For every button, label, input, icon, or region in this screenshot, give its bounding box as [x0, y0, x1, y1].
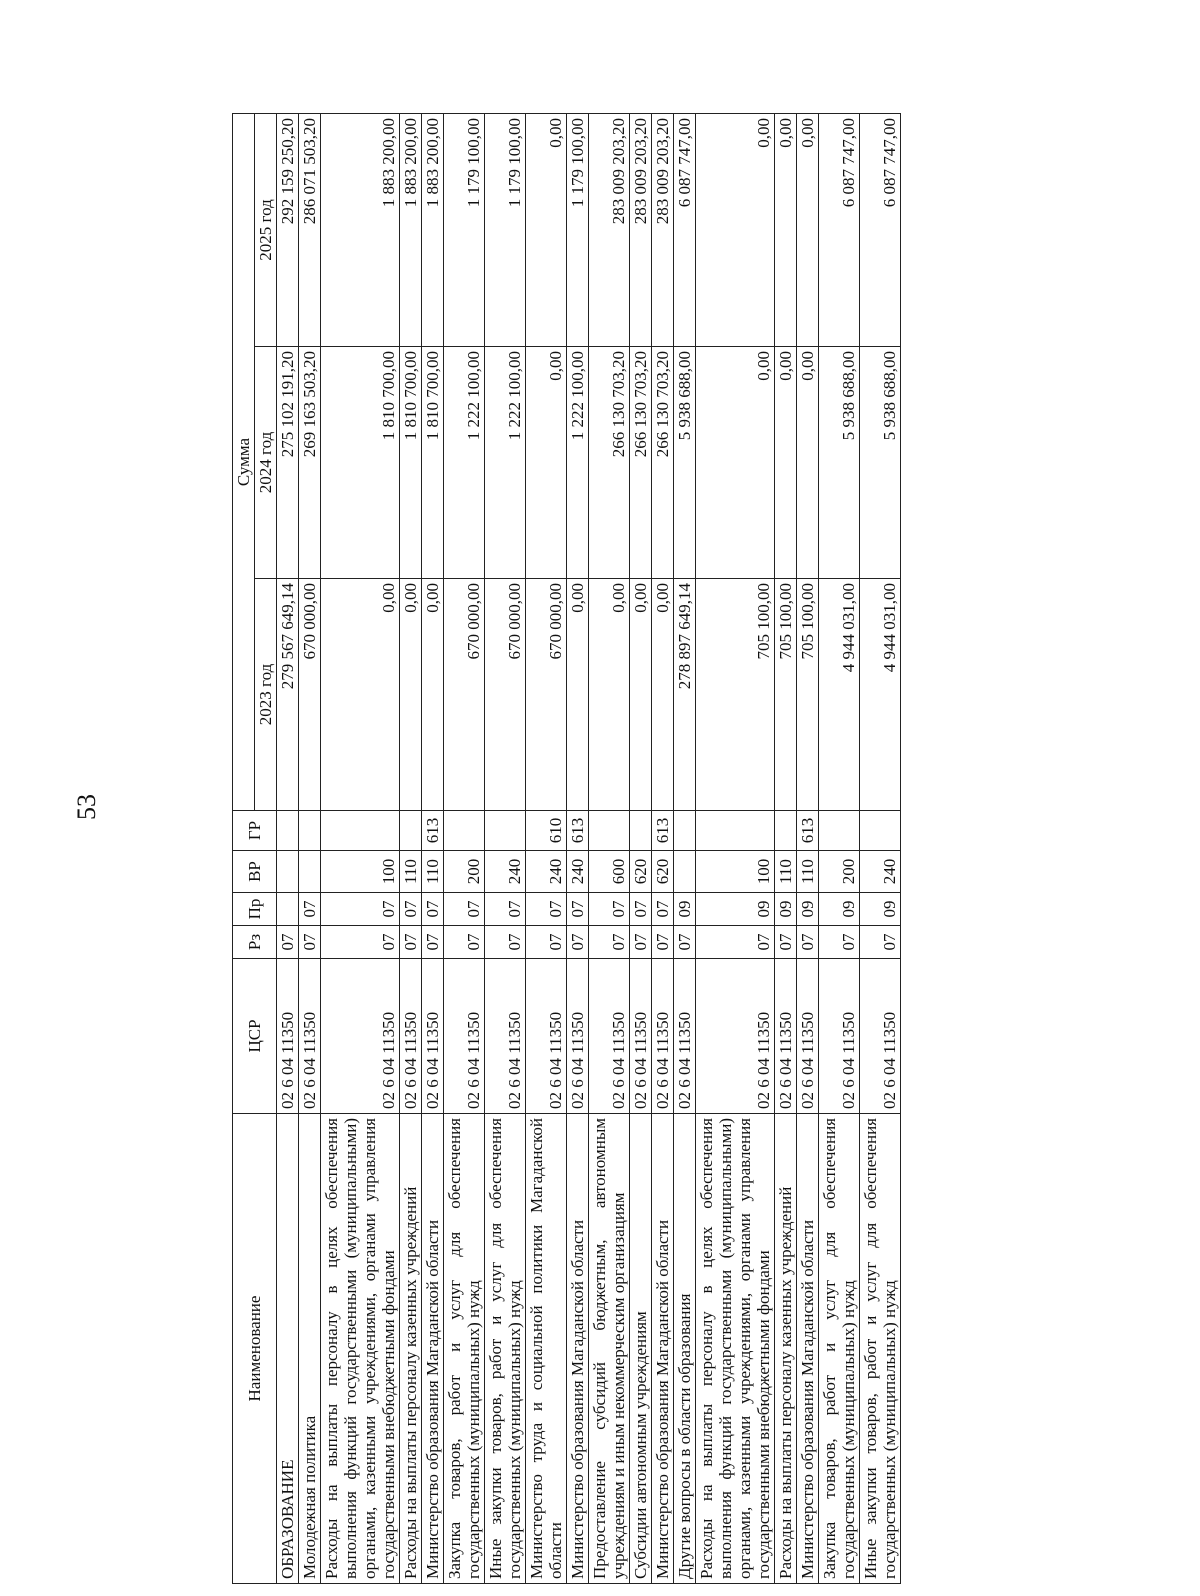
cell-vr: 100: [696, 851, 775, 893]
cell-pr: 07: [422, 893, 444, 926]
cell-2023: 670 000,00: [299, 579, 321, 811]
cell-name: Иные закупки товаров, работ и услуг для обеспечения государственных (муниципальных) нужд: [485, 1114, 526, 1584]
cell-vr: 620: [652, 851, 674, 893]
cell-gr: 610: [526, 811, 567, 851]
cell-gr: 613: [652, 811, 674, 851]
cell-gr: 613: [422, 811, 444, 851]
cell-2024: 1 222 100,00: [485, 347, 526, 579]
cell-2025: 6 087 747,00: [674, 114, 696, 347]
cell-rz: 07: [277, 926, 299, 959]
cell-vr: [674, 851, 696, 893]
cell-pr: 07: [321, 893, 400, 926]
cell-csr: 02 6 04 11350: [321, 959, 400, 1114]
cell-rz: 07: [485, 926, 526, 959]
cell-gr: [444, 811, 485, 851]
cell-rz: 07: [819, 926, 860, 959]
cell-csr: 02 6 04 11350: [299, 959, 321, 1114]
cell-name: Министерство образования Магаданской области: [422, 1114, 444, 1584]
cell-name: Иные закупки товаров, работ и услуг для обеспечения государственных (муниципальных) нужд: [860, 1114, 901, 1584]
header-gr: ГР: [233, 811, 277, 851]
cell-2025: 283 009 203,20: [652, 114, 674, 347]
cell-2024: 5 938 688,00: [819, 347, 860, 579]
cell-vr: 600: [589, 851, 630, 893]
table-row: [696, 114, 775, 1584]
table-row: [797, 114, 819, 1584]
cell-vr: 110: [797, 851, 819, 893]
cell-rz: 07: [526, 926, 567, 959]
cell-gr: 613: [797, 811, 819, 851]
cell-csr: 02 6 04 11350: [567, 959, 589, 1114]
cell-rz: 07: [299, 926, 321, 959]
cell-pr: 09: [860, 893, 901, 926]
cell-pr: 07: [485, 893, 526, 926]
table-row: [299, 114, 321, 1584]
cell-2025: 283 009 203,20: [589, 114, 630, 347]
cell-2025: 0,00: [696, 114, 775, 347]
cell-2024: 269 163 503,20: [299, 347, 321, 579]
cell-2023: 705 100,00: [696, 579, 775, 811]
table-row: [526, 114, 567, 1584]
cell-2025: 286 071 503,20: [299, 114, 321, 347]
cell-vr: 240: [485, 851, 526, 893]
cell-2023: 4 944 031,00: [860, 579, 901, 811]
cell-pr: 07: [652, 893, 674, 926]
cell-2023: 670 000,00: [485, 579, 526, 811]
header-row-1: [233, 114, 255, 1584]
cell-rz: 07: [674, 926, 696, 959]
cell-name: Молодежная политика: [299, 1114, 321, 1584]
cell-csr: 02 6 04 11350: [696, 959, 775, 1114]
table-row: [589, 114, 630, 1584]
cell-csr: 02 6 04 11350: [819, 959, 860, 1114]
cell-pr: 07: [567, 893, 589, 926]
cell-2023: 705 100,00: [797, 579, 819, 811]
cell-rz: 07: [775, 926, 797, 959]
cell-rz: 07: [696, 926, 775, 959]
cell-vr: [299, 851, 321, 893]
header-csr: ЦСР: [233, 959, 277, 1114]
cell-name: Закупка товаров, работ и услуг для обеспечения государственных (муниципальных) нужд: [819, 1114, 860, 1584]
table-row: [674, 114, 696, 1584]
cell-name: Министерство образования Магаданской области: [567, 1114, 589, 1584]
cell-gr: [277, 811, 299, 851]
cell-2023: 4 944 031,00: [819, 579, 860, 811]
cell-gr: [400, 811, 422, 851]
cell-gr: [589, 811, 630, 851]
header-year-2023: 2023 год: [255, 579, 277, 811]
cell-2024: 1 810 700,00: [400, 347, 422, 579]
cell-2023: 0,00: [589, 579, 630, 811]
cell-vr: 240: [860, 851, 901, 893]
cell-gr: [299, 811, 321, 851]
cell-pr: 07: [589, 893, 630, 926]
cell-pr: [277, 893, 299, 926]
header-rz: Рз: [233, 926, 277, 959]
cell-csr: 02 6 04 11350: [589, 959, 630, 1114]
table-row: [400, 114, 422, 1584]
cell-2024: 266 130 703,20: [630, 347, 652, 579]
cell-gr: [630, 811, 652, 851]
cell-pr: 07: [444, 893, 485, 926]
cell-rz: 07: [422, 926, 444, 959]
cell-name: Расходы на выплаты персоналу казенных учреждений: [775, 1114, 797, 1584]
cell-csr: 02 6 04 11350: [400, 959, 422, 1114]
cell-pr: 07: [400, 893, 422, 926]
table-row: [652, 114, 674, 1584]
cell-gr: [674, 811, 696, 851]
cell-pr: 09: [819, 893, 860, 926]
cell-vr: 200: [819, 851, 860, 893]
header-pr: Пр: [233, 893, 277, 926]
rotated-page-content: [232, 114, 901, 1584]
cell-csr: 02 6 04 11350: [775, 959, 797, 1114]
cell-2025: 1 179 100,00: [485, 114, 526, 347]
cell-name: Министерство образования Магаданской области: [652, 1114, 674, 1584]
cell-2023: 0,00: [567, 579, 589, 811]
header-sum: Сумма: [233, 114, 255, 811]
cell-pr: 07: [299, 893, 321, 926]
cell-csr: 02 6 04 11350: [277, 959, 299, 1114]
cell-gr: 613: [567, 811, 589, 851]
cell-2025: 283 009 203,20: [630, 114, 652, 347]
table-row: [485, 114, 526, 1584]
table-body: [277, 114, 901, 1584]
cell-2023: 705 100,00: [775, 579, 797, 811]
cell-2024: 5 938 688,00: [674, 347, 696, 579]
cell-name: Министерство образования Магаданской области: [797, 1114, 819, 1584]
cell-2025: 292 159 250,20: [277, 114, 299, 347]
cell-2025: 1 883 200,00: [422, 114, 444, 347]
budget-table: [232, 113, 901, 1584]
cell-name: Субсидии автономным учреждениям: [630, 1114, 652, 1584]
cell-csr: 02 6 04 11350: [526, 959, 567, 1114]
cell-vr: 110: [400, 851, 422, 893]
table-row: [321, 114, 400, 1584]
cell-2023: 670 000,00: [526, 579, 567, 811]
cell-rz: 07: [630, 926, 652, 959]
cell-2023: 279 567 649,14: [277, 579, 299, 811]
cell-vr: 240: [567, 851, 589, 893]
cell-2025: 1 179 100,00: [444, 114, 485, 347]
cell-2025: 0,00: [526, 114, 567, 347]
cell-rz: 07: [567, 926, 589, 959]
cell-pr: 09: [775, 893, 797, 926]
cell-2023: 278 897 649,14: [674, 579, 696, 811]
table-row: [444, 114, 485, 1584]
cell-rz: 07: [444, 926, 485, 959]
cell-csr: 02 6 04 11350: [422, 959, 444, 1114]
cell-name: Расходы на выплаты персоналу в целях обеспечения выполнения функций государственными (муниципальными) органами, казенными учреждениями, органами управления государственными внебюджетными фондами: [321, 1114, 400, 1584]
cell-vr: 100: [321, 851, 400, 893]
cell-rz: 07: [652, 926, 674, 959]
cell-2023: 0,00: [400, 579, 422, 811]
cell-2025: 0,00: [797, 114, 819, 347]
cell-vr: 110: [422, 851, 444, 893]
header-name: Наименование: [233, 1114, 277, 1584]
cell-gr: [819, 811, 860, 851]
header-year-2024: 2024 год: [255, 347, 277, 579]
cell-vr: 620: [630, 851, 652, 893]
cell-csr: 02 6 04 11350: [444, 959, 485, 1114]
cell-csr: 02 6 04 11350: [797, 959, 819, 1114]
header-year-2025: 2025 год: [255, 114, 277, 347]
cell-2025: 1 179 100,00: [567, 114, 589, 347]
cell-csr: 02 6 04 11350: [652, 959, 674, 1114]
cell-rz: 07: [860, 926, 901, 959]
table-row: [422, 114, 444, 1584]
cell-name: ОБРАЗОВАНИЕ: [277, 1114, 299, 1584]
table-row: [775, 114, 797, 1584]
header-vr: ВР: [233, 851, 277, 893]
page-number: 53: [72, 794, 101, 820]
cell-2025: 6 087 747,00: [819, 114, 860, 347]
cell-csr: 02 6 04 11350: [485, 959, 526, 1114]
cell-2023: 0,00: [321, 579, 400, 811]
cell-gr: [860, 811, 901, 851]
cell-gr: [321, 811, 400, 851]
cell-pr: 07: [630, 893, 652, 926]
cell-gr: [485, 811, 526, 851]
table-row: [630, 114, 652, 1584]
table-row: [277, 114, 299, 1584]
cell-csr: 02 6 04 11350: [674, 959, 696, 1114]
cell-2024: 275 102 191,20: [277, 347, 299, 579]
cell-rz: 07: [400, 926, 422, 959]
cell-pr: 07: [526, 893, 567, 926]
cell-rz: 07: [321, 926, 400, 959]
cell-2025: 1 883 200,00: [321, 114, 400, 347]
cell-name: Предоставление субсидий бюджетным, автономным учреждениям и иным некоммерческим организациям: [589, 1114, 630, 1584]
cell-name: Министерство труда и социальной политики Магаданской области: [526, 1114, 567, 1584]
cell-2025: 0,00: [775, 114, 797, 347]
cell-name: Другие вопросы в области образования: [674, 1114, 696, 1584]
cell-vr: [277, 851, 299, 893]
cell-vr: 110: [775, 851, 797, 893]
cell-2024: 0,00: [797, 347, 819, 579]
cell-csr: 02 6 04 11350: [630, 959, 652, 1114]
cell-rz: 07: [589, 926, 630, 959]
cell-2024: 1 810 700,00: [321, 347, 400, 579]
cell-name: Расходы на выплаты персоналу казенных учреждений: [400, 1114, 422, 1584]
cell-vr: 240: [526, 851, 567, 893]
cell-name: Закупка товаров, работ и услуг для обеспечения государственных (муниципальных) нужд: [444, 1114, 485, 1584]
cell-pr: 09: [674, 893, 696, 926]
cell-2024: 0,00: [775, 347, 797, 579]
cell-2024: 5 938 688,00: [860, 347, 901, 579]
cell-rz: 07: [797, 926, 819, 959]
cell-2025: 1 883 200,00: [400, 114, 422, 347]
cell-2024: 1 222 100,00: [444, 347, 485, 579]
cell-2024: 0,00: [696, 347, 775, 579]
cell-gr: [775, 811, 797, 851]
table-row: [860, 114, 901, 1584]
cell-2024: 0,00: [526, 347, 567, 579]
cell-2024: 1 222 100,00: [567, 347, 589, 579]
cell-2023: 0,00: [630, 579, 652, 811]
cell-gr: [696, 811, 775, 851]
table-row: [819, 114, 860, 1584]
cell-vr: 200: [444, 851, 485, 893]
cell-2023: 0,00: [652, 579, 674, 811]
cell-2024: 266 130 703,20: [589, 347, 630, 579]
cell-name: Расходы на выплаты персоналу в целях обеспечения выполнения функций государственными (муниципальными) органами, казенными учреждениями, органами управления государственными внебюджетными фондами: [696, 1114, 775, 1584]
cell-pr: 09: [696, 893, 775, 926]
cell-2023: 670 000,00: [444, 579, 485, 811]
cell-2024: 1 810 700,00: [422, 347, 444, 579]
cell-pr: 09: [797, 893, 819, 926]
cell-2023: 0,00: [422, 579, 444, 811]
table-row: [567, 114, 589, 1584]
cell-2024: 266 130 703,20: [652, 347, 674, 579]
cell-2025: 6 087 747,00: [860, 114, 901, 347]
cell-csr: 02 6 04 11350: [860, 959, 901, 1114]
